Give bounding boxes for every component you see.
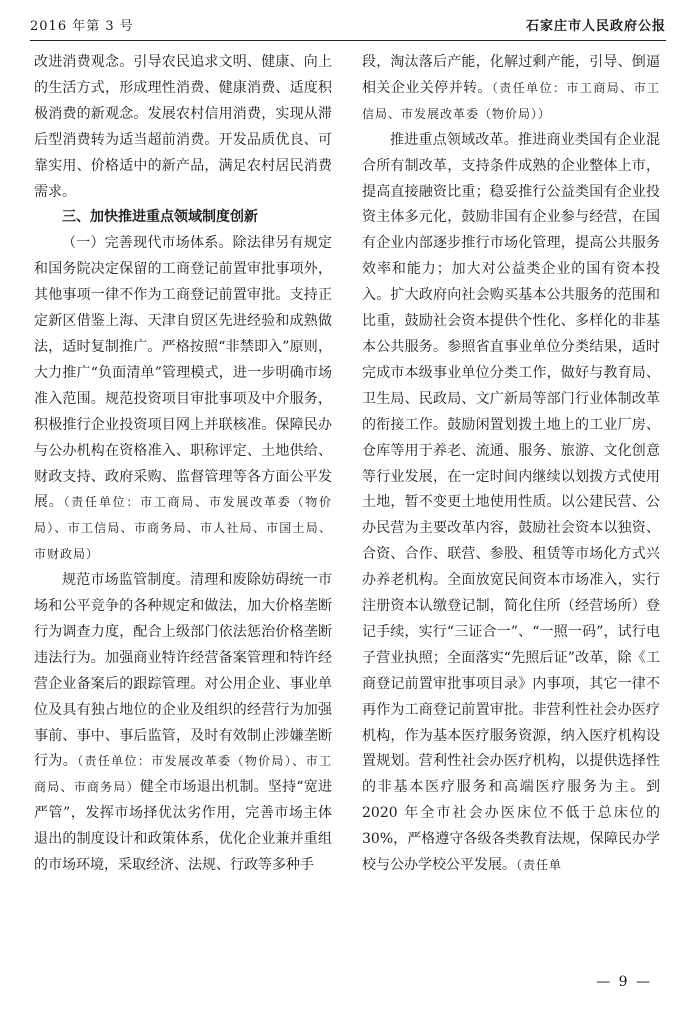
paragraph-text: 规范市场监管制度。清理和废除妨碍统一市场和公平竞争的各种规定和做法，加大价格垄断行为调查力度，配合上级部门依法惩治价格垄断违法行为。加强商业特许经营备案管理和特许经营企业备案后的跟踪管理。对公用企业、事业单位及具有独占地位的企业及组织的经营行为加强事前、事中、事后监管，及时有效制止涉嫌垄断行为。 [34,572,332,770]
right-column [362,50,660,879]
issue-label: 2016 年第 3 号 [30,19,134,34]
paragraph-market-system [34,231,332,568]
subsection-title: （一）完善现代市场体系。 [62,235,233,252]
publication-title: 石家庄市人民政府公报 [525,19,666,34]
responsible-units: （责任单位：市发展改革委（物价局）、市工商局、市商务局） [34,754,332,795]
page-number: — 9 — [596,974,652,990]
paragraph-text: 健全市场退出机制。坚持“宽进严管”，发挥市场择优汰劣作用，完善市场主体退出的制度设计和政策体系，优化企业兼并重组的市场环境，采取经济、法规、行政等多种手 [34,779,332,874]
responsible-units: （责任单位：市工商局、市工信局、市发展改革委（物价局）） [362,80,660,121]
paragraph-text: 推进重点领域改革。推进商业类国有企业混合所有制改革，支持条件成熟的企业整体上市，提高直接融资比重；稳妥推行公益类国有企业投资主体多元化，鼓励非国有企业参与经营，在国有企业内部逐步推行市场化管理，提高公共服务效率和能力；加大对公益类企业的国有资本投入。扩大政府向社会购买基本公共服务的范围和比重，鼓励社会资本提供个性化、多样化的非基本公共服务。参照省直事业单位分类结果，适时完成市本级事业单位分类工作，做好与教育局、卫生局、民政局、文广新局等部门行业体制改革的衔接工作。鼓励闲置划拨土地上的工业厂房、仓库等用于养老、流通、服务、旅游、文化创意等行业发展，在一定时间内继续以划拨方式使用土地，暂不变更土地使用性质。以公建民营、公办民营为主要改革内容，鼓励社会资本以独资、合资、合作、联营、参股、租赁等市场化方式兴办养老机构。全面放宽民间资本市场准入，实行注册资本认缴登记制，简化住所（经营场所）登记手续，实行“三证合一”、“一照一码”，试行电子营业执照；全面落实“先照后证”改革，除《工商登记前置审批事项目录》内事项，其它一律不再作为工商登记前置审批。非营利性社会办医疗机构，作为基本医疗服务资源，纳入医疗机构设置规划。营利性社会办医疗机构，以提供选择性的非基本医疗服务和高端医疗服务为主。到 2020 年全市社会办医床位不低于总床位的 30%，严格遵守各级各类教育法规，保障民办学校与公办学校公平发展。 [362,131,660,874]
responsible-units: （责任单 [516,858,563,873]
paragraph-key-reforms [362,128,660,879]
paragraph-consumption [34,50,332,205]
section-heading: 三、加快推进重点领域制度创新 [62,209,258,226]
paragraph-text: 除法律另有规定和国务院决定保留的工商登记前置审批事项外，其他事项一律不作为工商登记前置审批。支持正定新区借鉴上海、天津自贸区先进经验和成熟做法，适时复制推广。严格按照“非禁即入”原则，大力推广“负面清单”管理模式，进一步明确市场准入范围。规范投资项目审批事项及中介服务，积极推行企业投资项目网上并联核准。保障民办与公办机构在资格准入、职称评定、土地供给、财政支持、政府采购、监督管理等各方面公平发展。 [34,235,333,511]
paragraph-text: 改进消费观念。引导农民追求文明、健康、向上的生活方式，形成理性消费、健康消费、适度积极消费的新观念。发展农村信用消费，实现从滞后型消费转为适当超前消费。开发品质优良、可靠实用、价格适中的新产品，满足农村居民消费需求。 [34,54,332,200]
responsible-units: （责任单位：市工商局、市发展改革委（物价局）、市工信局、市商务局、市人社局、市国土局、市财政局） [34,495,332,562]
paragraph-continuation [362,50,660,128]
paragraph-text: 段，淘汰落后产能，化解过剩产能，引导、倒逼相关企业关停并转。 [362,54,660,96]
paragraph-market-regulation [34,568,332,879]
page-header [30,14,666,41]
left-column [34,50,332,879]
